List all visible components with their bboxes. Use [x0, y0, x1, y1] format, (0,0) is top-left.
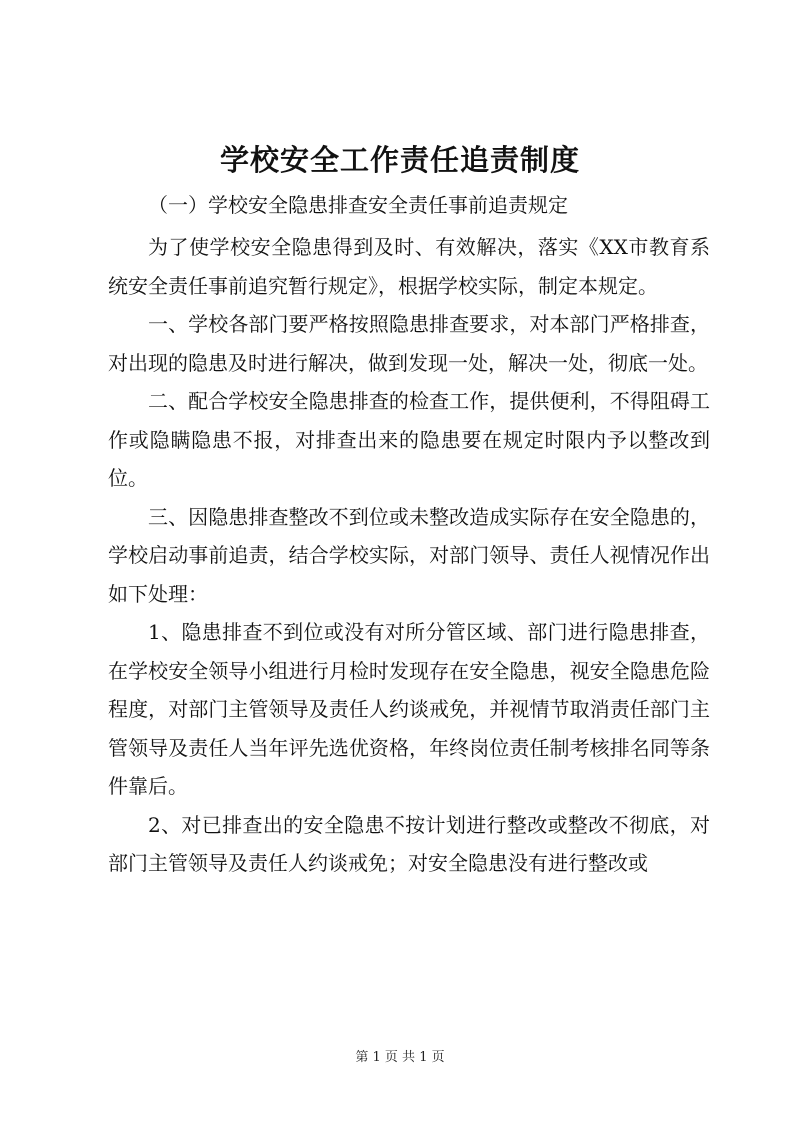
paragraph-rule-1: 一、学校各部门要严格按照隐患排查要求，对本部门严格排查，对出现的隐患及时进行解决，做到发现一处，解决一处，彻底一处。	[108, 312, 710, 375]
document-title: 学校安全工作责任追责制度	[219, 143, 580, 177]
paragraph-intro: 为了使学校安全隐患得到及时、有效解决，落实《XX市教育系统安全责任事前追究暂行规定》，根据学校实际，制定本规定。	[108, 235, 710, 298]
document-body	[108, 228, 710, 883]
page-number-label: 第 1 页 共 1 页	[355, 1050, 445, 1065]
paragraph-rule-3: 三、因隐患排查整改不到位或未整改造成实际存在安全隐患的，学校启动事前追责，结合学校实际，对部门领导、责任人视情况作出如下处理：	[108, 504, 710, 606]
paragraph-item-1: 1、隐患排查不到位或没有对所分管区域、部门进行隐患排查，在学校安全领导小组进行月检时发现存在安全隐患，视安全隐患危险程度，对部门主管领导及责任人约谈戒免，并视情节取消责任部门主管领导及责任人当年评先选优资格，年终岗位责任制考核排名同等条件靠后。	[108, 620, 710, 798]
paragraph-item-2: 2、对已排查出的安全隐患不按计划进行整改或整改不彻底，对部门主管领导及责任人约谈戒免；对安全隐患没有进行整改或	[108, 812, 710, 875]
page-footer	[0, 1048, 800, 1068]
paragraph-rule-2: 二、配合学校安全隐患排查的检查工作，提供便利，不得阻碍工作或隐瞒隐患不报，对排查出来的隐患要在规定时限内予以整改到位。	[108, 389, 710, 490]
section-subtitle: （一）学校安全隐患排查安全责任事前追责规定	[148, 193, 568, 217]
